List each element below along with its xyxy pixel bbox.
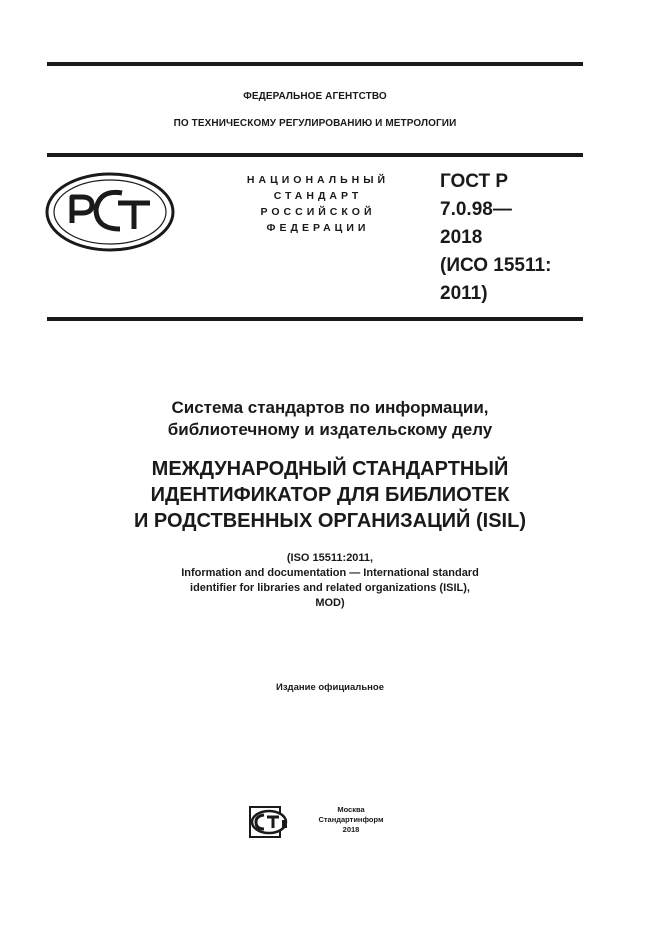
main-title-line1: МЕЖДУНАРОДНЫЙ СТАНДАРТНЫЙ	[151, 458, 509, 480]
code-line: 2011)	[440, 283, 488, 304]
main-title-line2: ИДЕНТИФИКАТОР ДЛЯ БИБЛИОТЕК	[150, 484, 510, 506]
series-title-line2: библиотечному и издательскому делу	[167, 420, 493, 439]
original-line1: (ISO 15511:2011,	[286, 552, 374, 564]
national-standard-label	[222, 172, 414, 236]
rst-emblem-icon	[44, 171, 176, 253]
top-rule	[47, 62, 583, 66]
code-line: ГОСТ Р	[440, 171, 509, 192]
original-line4: MOD)	[315, 597, 345, 609]
standartinform-logo-icon	[249, 806, 289, 838]
code-line: 2018	[440, 227, 483, 248]
code-line: (ИСО 15511:	[440, 255, 552, 276]
code-line: 7.0.98—	[440, 199, 512, 220]
series-title-line1: Система стандартов по информации,	[171, 398, 489, 417]
original-line2: Information and documentation — International standard	[181, 567, 479, 579]
series-title	[47, 397, 613, 441]
publisher-name: Стандартинформ	[318, 815, 384, 824]
block-rule	[47, 317, 583, 321]
publisher-info	[308, 805, 394, 835]
original-standard-reference	[47, 551, 613, 611]
national-line: СТАНДАРТ	[273, 190, 363, 202]
standard-code	[440, 168, 590, 308]
main-title	[47, 456, 613, 534]
agency-name-line2: ПО ТЕХНИЧЕСКОМУ РЕГУЛИРОВАНИЮ И МЕТРОЛОГИИ	[173, 118, 457, 129]
publisher-city: Москва	[337, 805, 365, 814]
main-title-line3: И РОДСТВЕННЫХ ОРГАНИЗАЦИЙ (ISIL)	[134, 510, 526, 532]
national-line: РОССИЙСКОЙ	[260, 206, 376, 218]
national-line: ФЕДЕРАЦИИ	[266, 222, 370, 234]
header-rule	[47, 153, 583, 157]
original-line3: identifier for libraries and related organizations (ISIL),	[190, 582, 470, 594]
agency-name-line1: ФЕДЕРАЛЬНОЕ АГЕНТСТВО	[243, 91, 387, 102]
edition-label: Издание официальное	[276, 682, 384, 693]
national-line: НАЦИОНАЛЬНЫЙ	[246, 174, 390, 186]
publisher-year: 2018	[342, 825, 360, 834]
